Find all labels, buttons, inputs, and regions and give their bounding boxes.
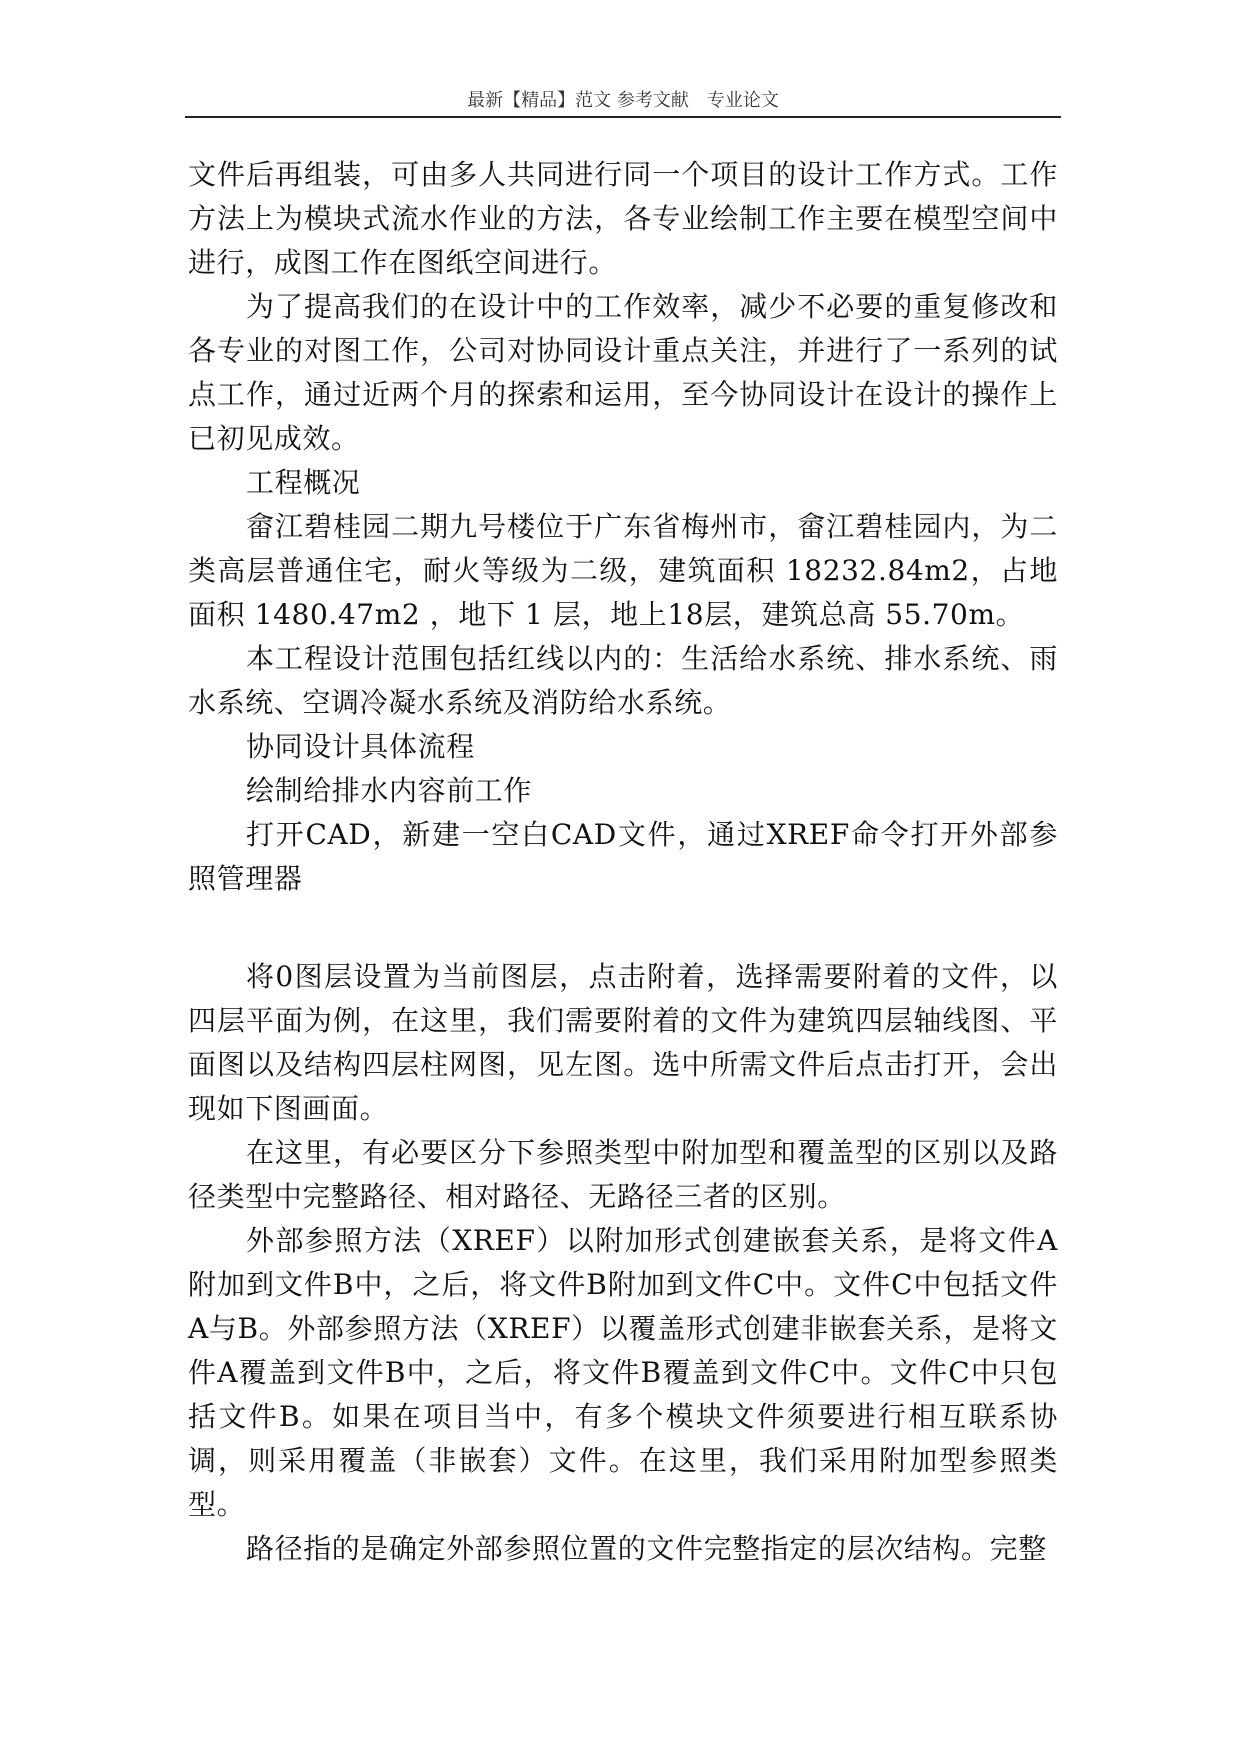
document-body [188,153,1058,1571]
heading-pre-work: 绘制给排水内容前工作 [246,774,533,807]
figure-gap [188,901,1058,955]
paragraph-design-scope: 本工程设计范围包括红线以内的：生活给水系统、排水系统、雨水系统、空调冷凝水系统及消防给水系统。 [188,642,1058,719]
paragraph-open-cad: 打开CAD，新建一空白CAD文件，通过XREF命令打开外部参照管理器 [188,818,1058,895]
paragraph-path-definition: 路径指的是确定外部参照位置的文件完整指定的层次结构。完整 [246,1532,1047,1565]
paragraph-continuation: 文件后再组装，可由多人共同进行同一个项目的设计工作方式。工作方法上为模块式流水作业的方法，各专业绘制工作主要在模型空间中进行，成图工作在图纸空间进行。 [188,158,1058,279]
paragraph-reference-types: 在这里，有必要区分下参照类型中附加型和覆盖型的区别以及路径类型中完整路径、相对路径、无路径三者的区别。 [188,1136,1058,1213]
header-rule [185,116,1061,118]
paragraph-project-description: 畲江碧桂园二期九号楼位于广东省梅州市，畲江碧桂园内，为二类高层普通住宅，耐火等级为二级，建筑面积 18232.84m2，占地面积 1480.47m2 ，地下 1 层，地上18层，建筑总高 55.70m。 [188,510,1058,631]
page-header: 最新【精品】范文 参考文献 专业论文 [467,90,779,111]
paragraph-efficiency: 为了提高我们的在设计中的工作效率，减少不必要的重复修改和各专业的对图工作，公司对协同设计重点关注，并进行了一系列的试点工作，通过近两个月的探索和运用，至今协同设计在设计的操作上已初见成效。 [188,290,1058,455]
heading-project-overview: 工程概况 [246,466,361,499]
paragraph-attach-layer: 将0图层设置为当前图层，点击附着，选择需要附着的文件，以四层平面为例，在这里，我们需要附着的文件为建筑四层轴线图、平面图以及结构四层柱网图，见左图。选中所需文件后点击打开，会出现如下图画面。 [188,960,1058,1125]
paragraph-xref-method: 外部参照方法（XREF）以附加形式创建嵌套关系，是将文件A附加到文件B中，之后，将文件B附加到文件C中。文件C中包括文件A与B。外部参照方法（XREF）以覆盖形式创建非嵌套关系，是将文件A覆盖到文件B中，之后，将文件B覆盖到文件C中。文件C中只包括文件B。如果在项目当中，有多个模块文件须要进行相互联系协调，则采用覆盖（非嵌套）文件。在这里，我们采用附加型参照类型。 [188,1224,1058,1521]
heading-design-process: 协同设计具体流程 [246,730,475,763]
